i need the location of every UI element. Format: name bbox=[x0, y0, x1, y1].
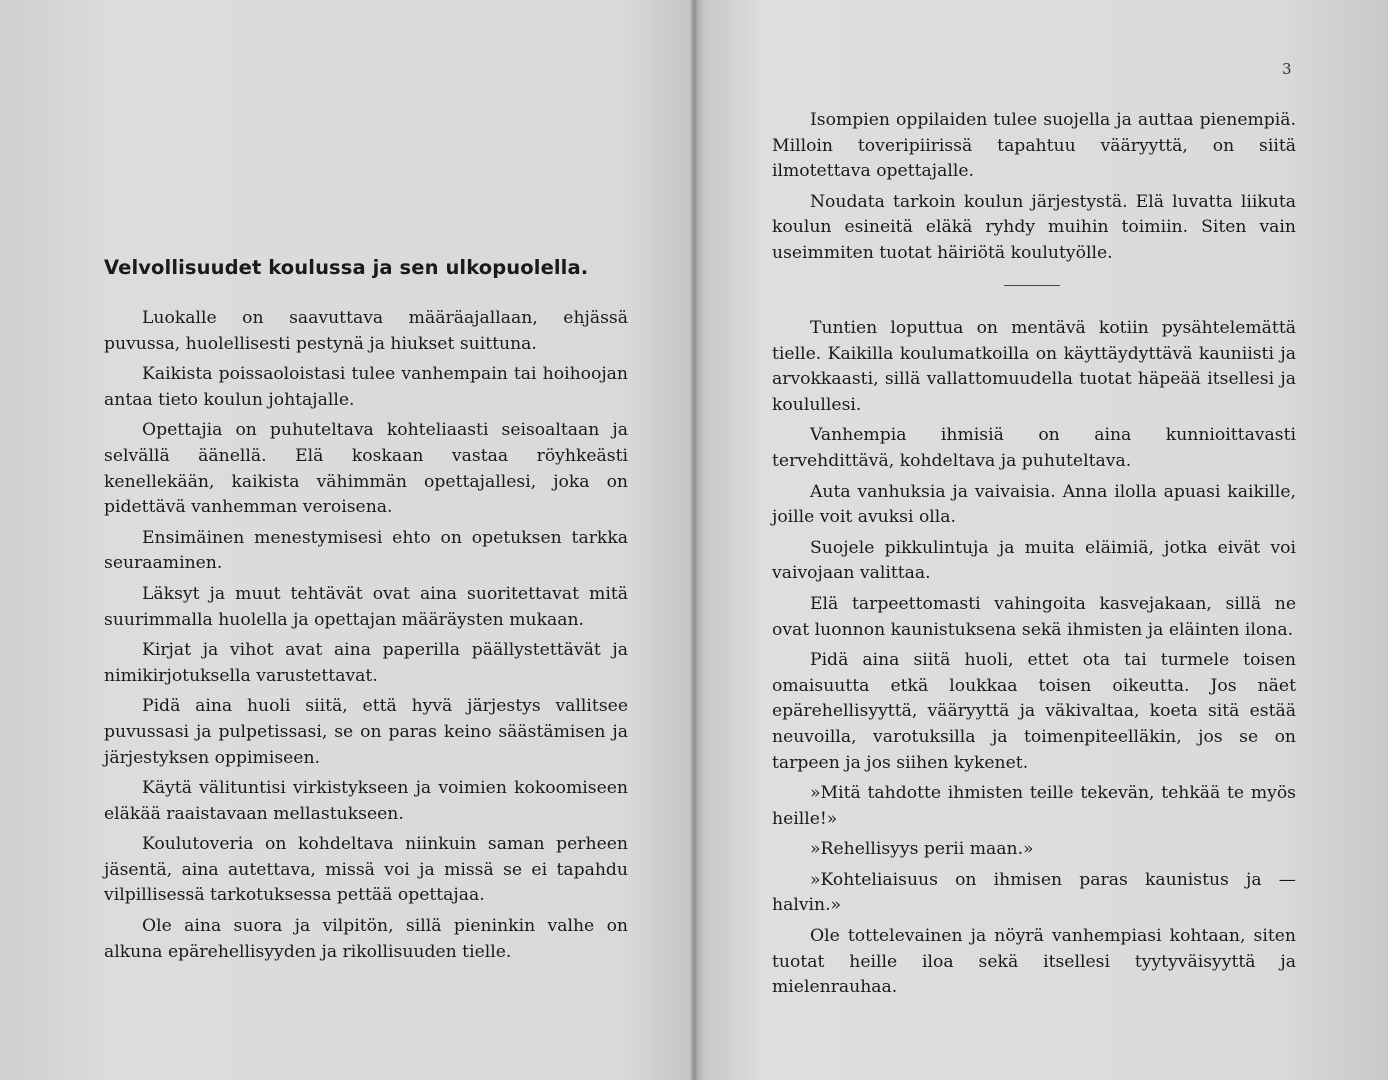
quote-paragraph: »Mitä tahdotte ihmisten teille tekevän, tehkää te myös heille!» bbox=[772, 783, 1296, 829]
paragraph: Ole aina suora ja vilpitön, sillä pieninkin valhe on alkuna epärehellisyyden ja rikollisuuden tielle. bbox=[104, 916, 628, 962]
paragraph: Tuntien loputtua on mentävä kotiin pysähtelemättä tielle. Kaikilla koulumatkoilla on käyttäydyttävä kauniisti ja arvokkaasti, sillä vallattomuudella tuotat häpeää itsellesi ja koulullesi. bbox=[772, 318, 1296, 415]
quote-paragraph: »Rehellisyys perii maan.» bbox=[810, 839, 1034, 860]
paragraph: Koulutoveria on kohdeltava niinkuin saman perheen jäsentä, aina autettava, missä voi ja missä se ei tapahdu vilpillisessä tarkotuksessa pettää opettajaa. bbox=[104, 834, 628, 906]
paragraph: Elä tarpeettomasti vahingoita kasvejakaan, sillä ne ovat luonnon kaunistuksena sekä ihmisten ja eläinten ilona. bbox=[772, 593, 1296, 640]
paragraph: Pidä aina huoli siitä, että hyvä järjestys vallitsee puvussasi ja pulpetissasi, se on paras keino säästämisen ja järjestyksen oppimiseen. bbox=[104, 696, 628, 768]
paragraph: Luokalle on saavuttava määräajallaan, ehjässä puvussa, huolellisesti pestynä ja hiukset suittuna. bbox=[104, 308, 628, 354]
paragraph: Pidä aina siitä huoli, ettet ota tai turmele toisen omaisuutta etkä loukkaa toisen oikeutta. Jos näet epärehellisyyttä, vääryyttä ja väkivaltaa, koeta sitä estää neuvoilla, varotuksilla ja toimenpiteelläkin, jos se on tarpeen ja jos siihen kykenet. bbox=[772, 650, 1296, 773]
paragraph: Auta vanhuksia ja vaivaisia. Anna ilolla apuasi kaikille, joille voit avuksi olla. bbox=[772, 481, 1296, 528]
paragraph: Kirjat ja vihot avat aina paperilla päällystettävät ja nimikirjotuksella varustettavat. bbox=[104, 640, 628, 686]
paragraph: Noudata tarkoin koulun järjestystä. Elä luvatta liikuta koulun esineitä eläkä ryhdy muihin toimiin. Siten vain useimmiten tuotat häiriötä koulutyölle. bbox=[772, 191, 1296, 263]
paragraph: Ole tottelevainen ja nöyrä vanhempiasi kohtaan, siten tuotat heille iloa sekä itsellesi tyytyväisyyttä ja mielenrauhaa. bbox=[772, 926, 1296, 998]
right-page bbox=[694, 0, 1388, 1080]
page-number: 3 bbox=[1282, 60, 1292, 78]
quote-paragraph: »Kohteliaisuus on ihmisen paras kaunistus ja — halvin.» bbox=[772, 869, 1296, 916]
section-heading: Velvollisuudet koulussa ja sen ulkopuolella. bbox=[104, 256, 589, 279]
paragraph: Opettajia on puhuteltava kohteliaasti seisoaltaan ja selvällä äänellä. Elä koskaan vastaa röyhkeästi kenellekään, kaikista vähimmän opettajallesi, joka on pidettävä vanhemman veroisena. bbox=[104, 420, 628, 518]
paragraph: Läksyt ja muut tehtävät ovat aina suoritettavat mitä suurimmalla huolella ja opettajan määräysten mukaan. bbox=[104, 583, 628, 630]
paragraph: Isompien oppilaiden tulee suojella ja auttaa pienempiä. Milloin toveripiirissä tapahtuu vääryyttä, on siitä ilmotettava opettajalle. bbox=[772, 110, 1296, 182]
paragraph: Käytä välituntisi virkistykseen ja voimien kokoomiseen eläkää raaistavaan mellastukseen. bbox=[104, 778, 628, 824]
paragraph: Suojele pikkulintuja ja muita eläimiä, jotka eivät voi vaivojaan valittaa. bbox=[772, 537, 1296, 584]
paragraph: Ensimäinen menestymisesi ehto on opetuksen tarkka seuraaminen. bbox=[104, 527, 628, 574]
right-text-column-bottom bbox=[772, 316, 1296, 1006]
paragraph: Vanhempia ihmisiä on aina kunnioittavasti tervehdittävä, kohdeltava ja puhuteltava. bbox=[772, 425, 1296, 471]
right-text-column-top bbox=[772, 108, 1296, 272]
section-divider bbox=[1004, 285, 1060, 286]
paragraph: Kaikista poissaoloistasi tulee vanhempain tai hoihoojan antaa tieto koulun johtajalle. bbox=[104, 364, 628, 410]
left-text-column bbox=[104, 306, 628, 970]
